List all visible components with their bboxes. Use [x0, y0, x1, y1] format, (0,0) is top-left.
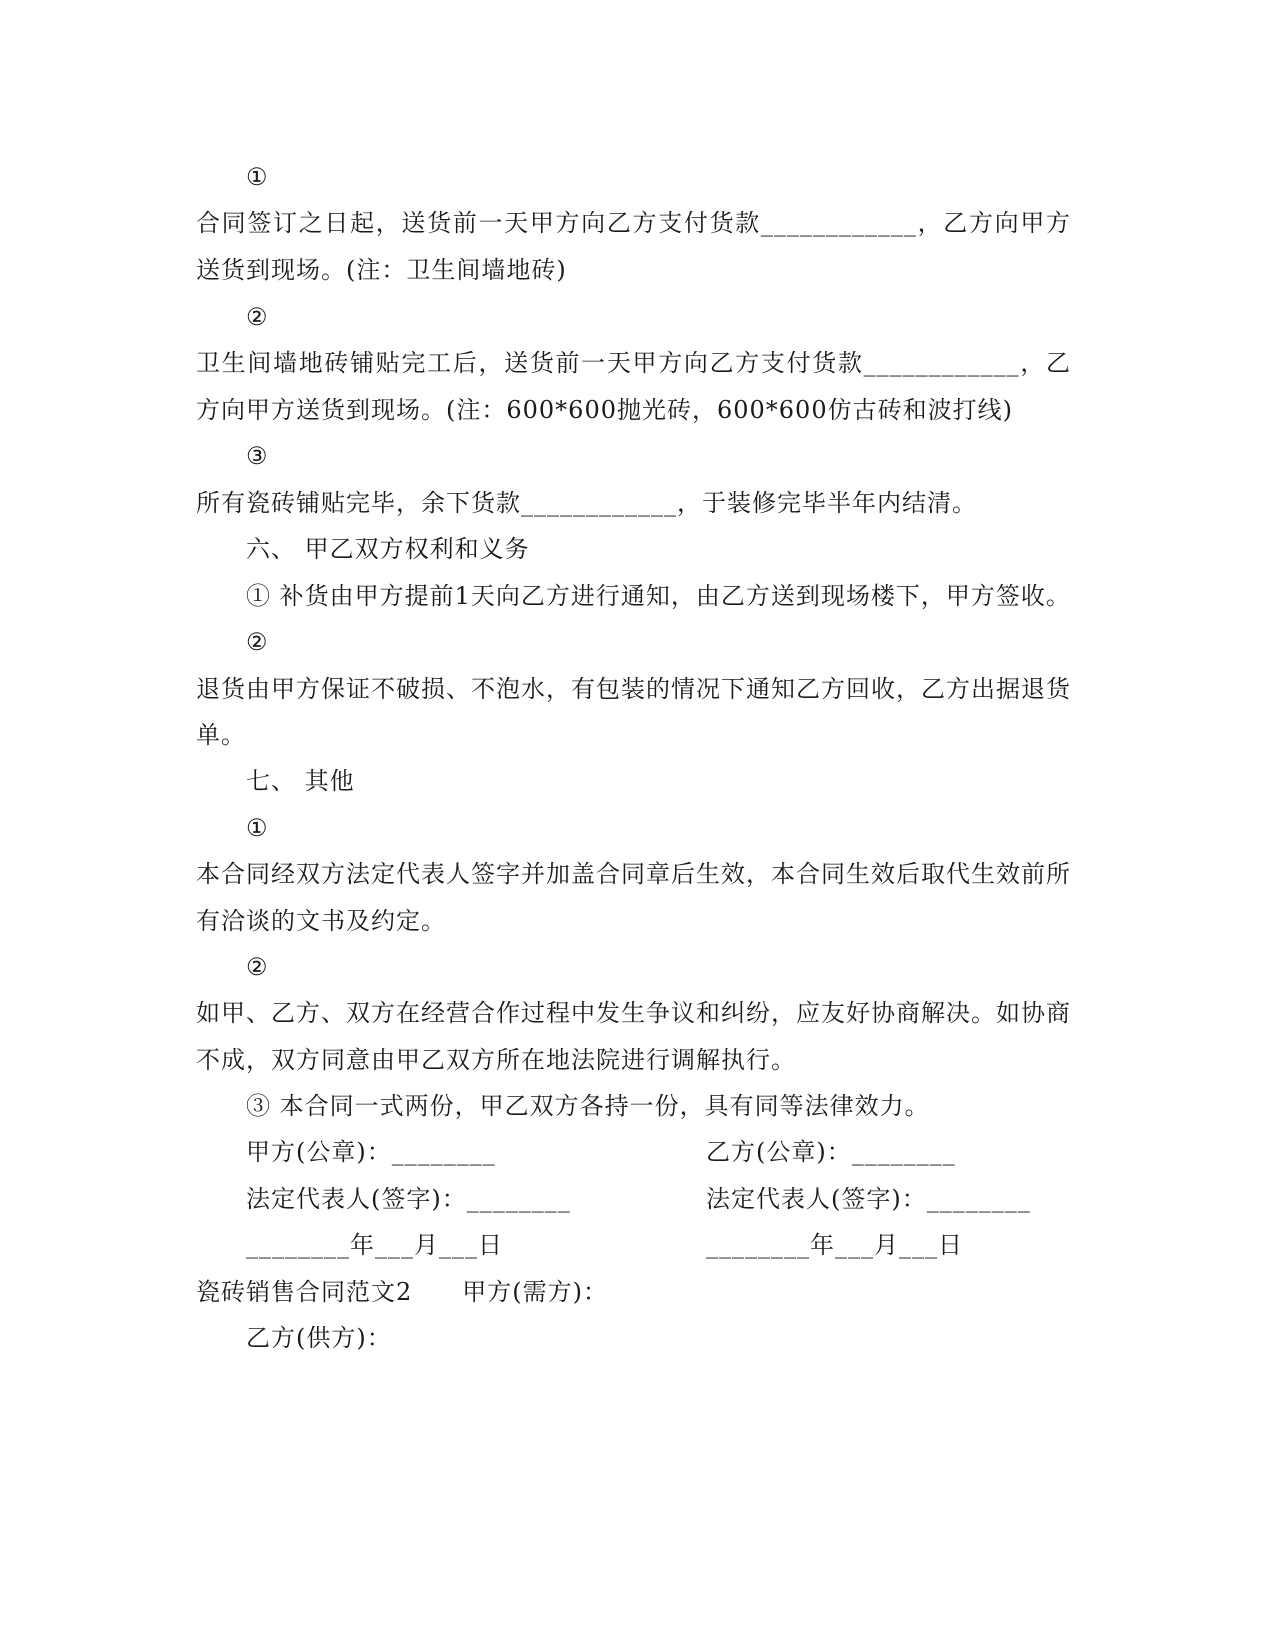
- payment-item-3-line-1: 所有瓷砖铺贴完毕，余下货款____________，于装修完毕半年内结清。: [196, 489, 977, 517]
- section-7-item-1-line-1: 本合同经双方法定代表人签字并加盖合同章后生效，本合同生效后取代生效前所: [196, 860, 1071, 888]
- section-7-item-2-line-1: 如甲、乙方、双方在经营合作过程中发生争议和纠纷，应友好协商解决。如协商: [196, 999, 1071, 1027]
- next-contract-title: 瓷砖销售合同范文2 甲方(需方)：: [196, 1278, 608, 1306]
- section-6-item-2-line-1: 退货由甲方保证不破损、不泡水，有包装的情况下通知乙方回收，乙方出据退货: [196, 675, 1071, 703]
- party-a-seal-field: 甲方(公章)：________: [246, 1138, 496, 1166]
- section-7-item-2-line-2: 不成，双方同意由甲乙双方所在地法院进行调解执行。: [196, 1046, 796, 1074]
- section-6-item-1: ① 补货由甲方提前1天向乙方进行通知，由乙方送到现场楼下，甲方签收。: [246, 582, 1071, 610]
- next-contract-party-b: 乙方(供方)：: [246, 1324, 392, 1352]
- section-7-item-1-marker: ①: [246, 814, 269, 842]
- payment-item-2-marker: ②: [246, 303, 269, 331]
- section-6-heading: 六、 甲乙双方权利和义务: [246, 535, 530, 563]
- section-7-item-2-marker: ②: [246, 953, 269, 981]
- payment-item-3-marker: ③: [246, 442, 269, 470]
- payment-item-1-marker: ①: [246, 163, 269, 191]
- section-7-item-3: ③ 本合同一式两份，甲乙双方各持一份，具有同等法律效力。: [246, 1092, 930, 1120]
- party-a-representative-field: 法定代表人(签字)：________: [246, 1185, 571, 1213]
- payment-item-1-line-2: 送货到现场。(注：卫生间墙地砖): [196, 256, 567, 284]
- section-7-item-1-line-2: 有洽谈的文书及约定。: [196, 907, 446, 935]
- section-6-item-2-line-2: 单。: [196, 721, 246, 749]
- party-b-date-field: ________年___月___日: [706, 1231, 963, 1259]
- payment-item-1-line-1: 合同签订之日起，送货前一天甲方向乙方支付货款____________，乙方向甲方: [196, 209, 1071, 237]
- party-b-representative-field: 法定代表人(签字)：________: [706, 1185, 1031, 1213]
- party-b-seal-field: 乙方(公章)：________: [706, 1138, 956, 1166]
- section-7-heading: 七、 其他: [246, 767, 355, 795]
- payment-item-2-line-1: 卫生间墙地砖铺贴完工后，送货前一天甲方向乙方支付货款____________，乙: [196, 349, 1071, 377]
- section-6-item-2-marker: ②: [246, 628, 269, 656]
- party-a-date-field: ________年___月___日: [246, 1231, 503, 1259]
- payment-item-2-line-2: 方向甲方送货到现场。(注：600*600抛光砖，600*600仿古砖和波打线): [196, 396, 1013, 424]
